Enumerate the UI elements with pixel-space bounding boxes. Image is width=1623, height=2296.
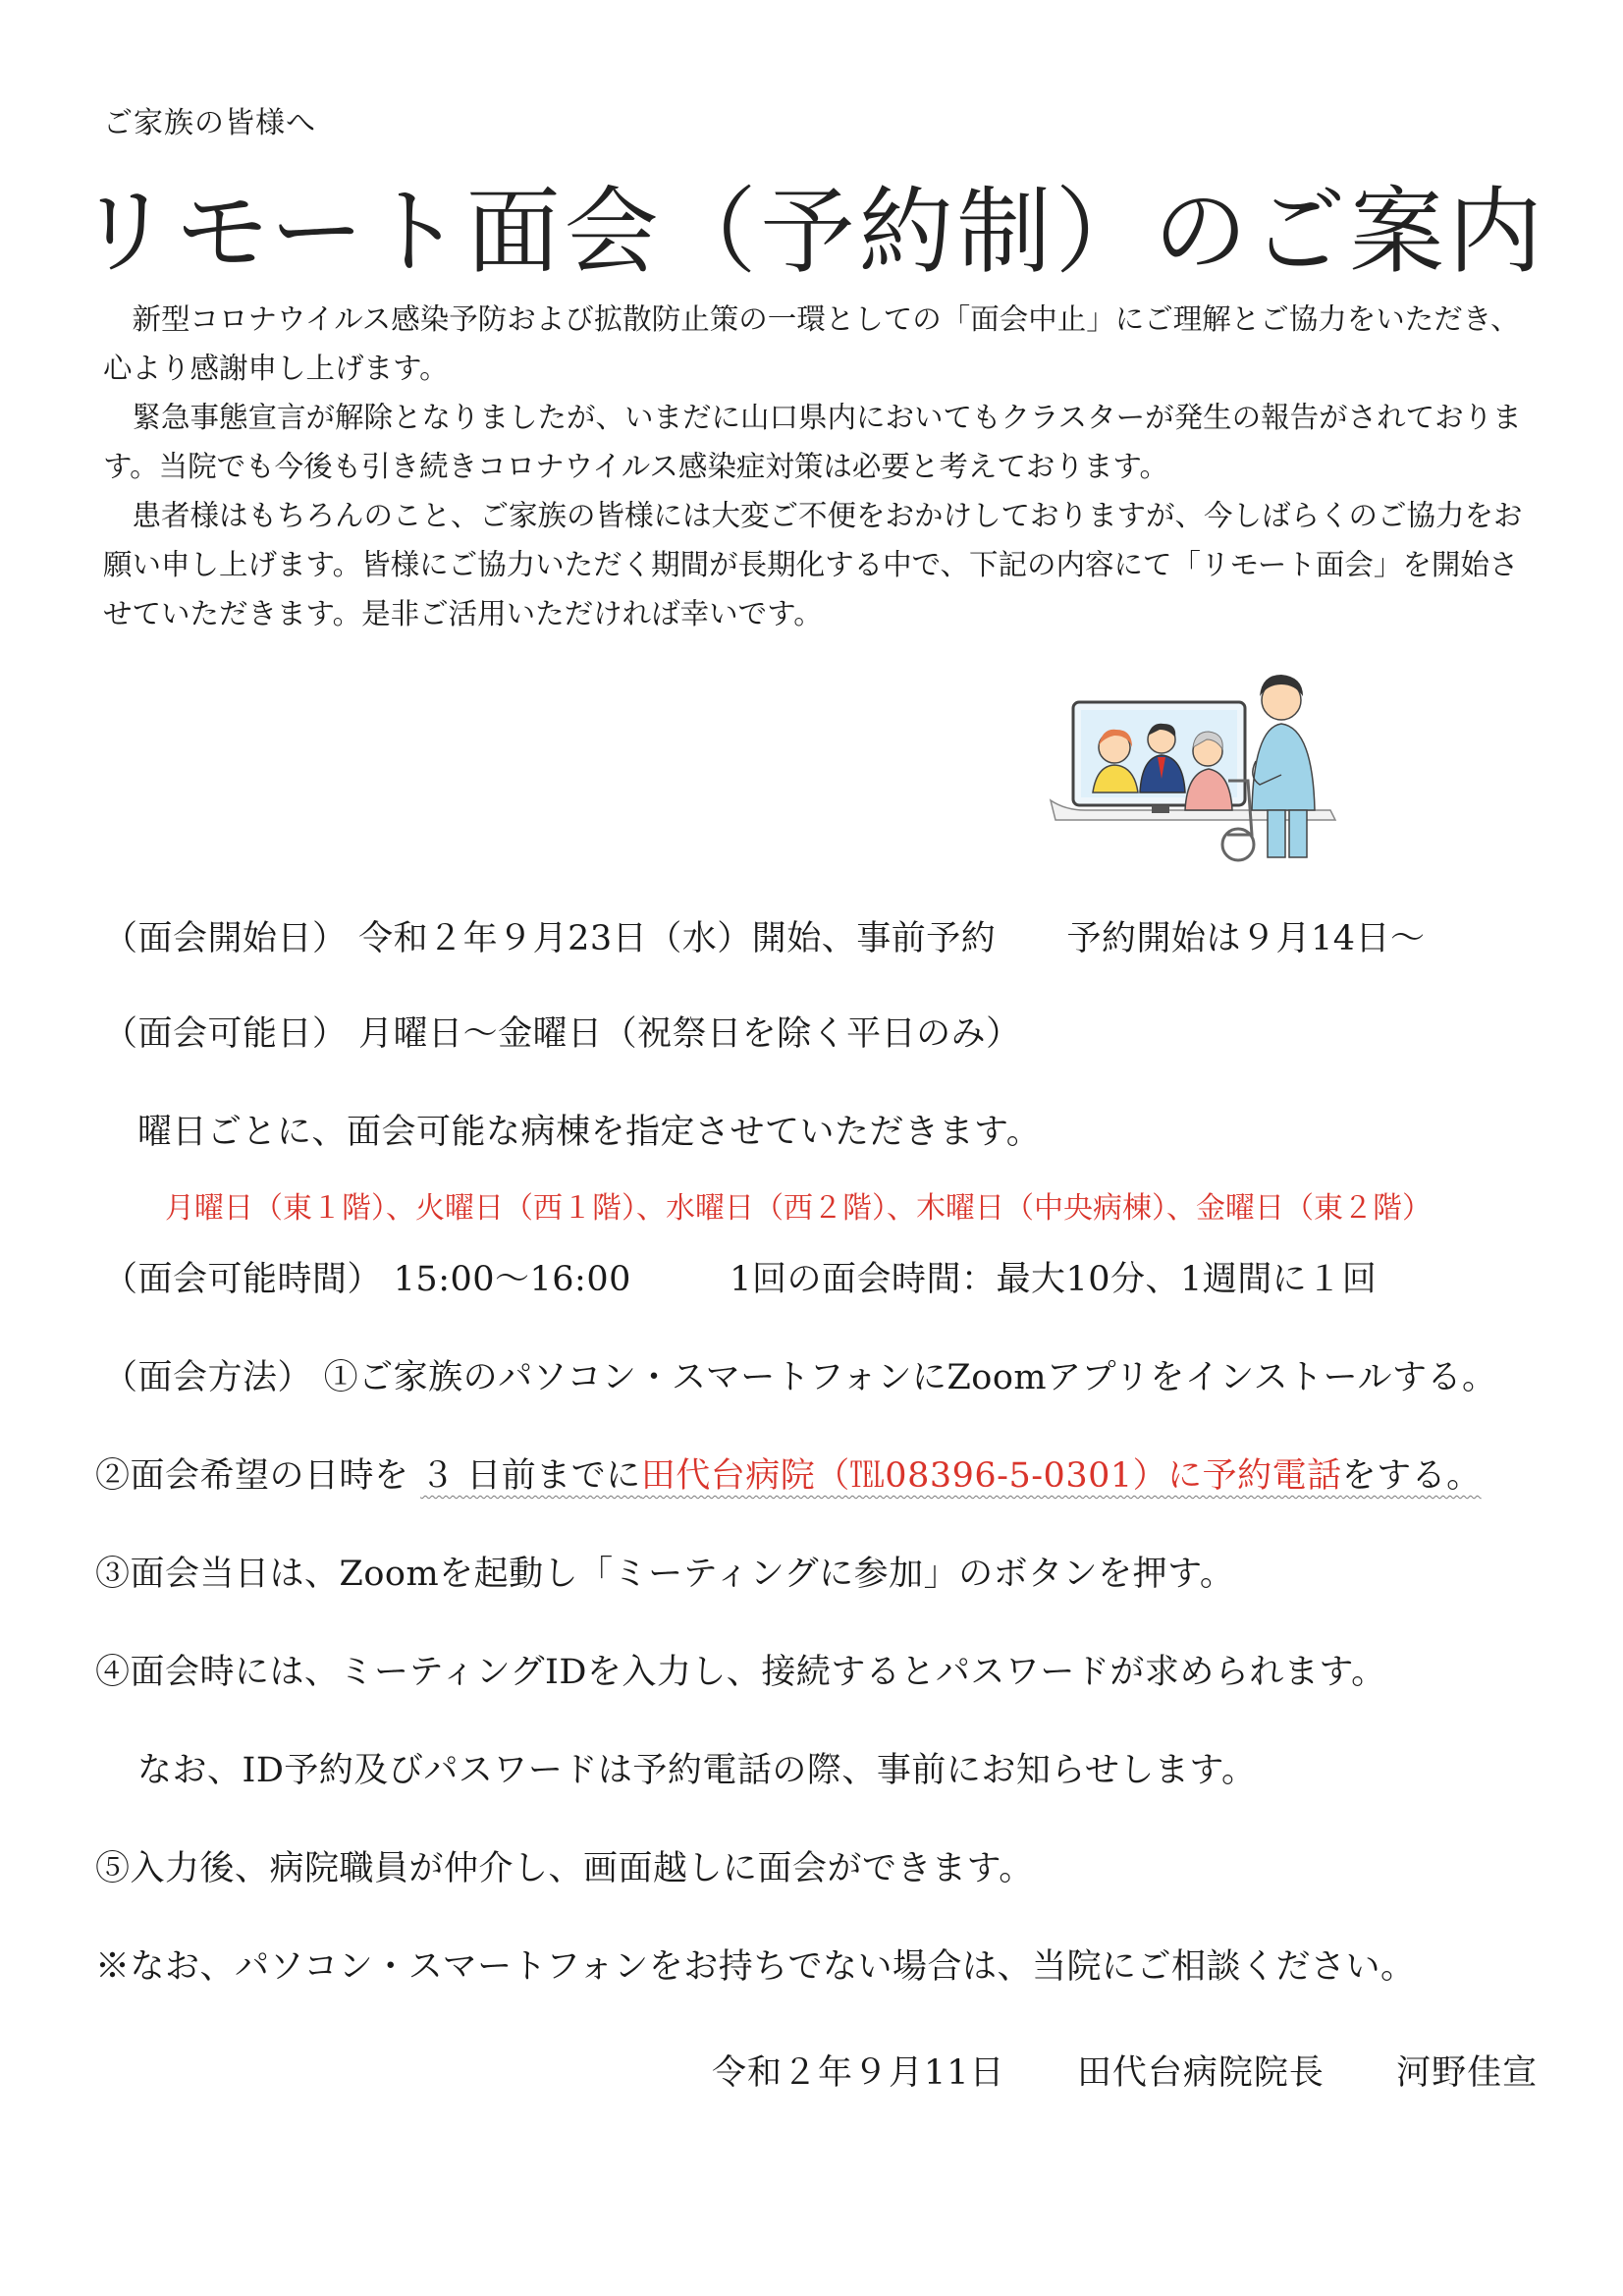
method-step-2-prefix: ②面会希望の日時を <box>95 1456 409 1496</box>
intro-paragraph-3: 患者様はもちろんのこと、ご家族の皆様には大変ご不便をおかけしておりますが、今しばらくのご協力をお願い申し上げます。皆様にご協力いただく期間が長期化する中で、下記の内容にて「リモート面会」を開始させていただきます。是非ご活用いただければ幸いです。 <box>103 499 1523 630</box>
start-date-value: 令和２年９月23日（水）開始、事前予約 <box>358 919 997 958</box>
ward-schedule: 月曜日（東１階）、火曜日（西１階）、水曜日（西２階）、木曜日（中央病棟）、金曜日（東２階） <box>165 1191 1432 1226</box>
visit-time-value: 15:00～16:00 <box>393 1260 631 1299</box>
method-step-2 <box>95 1449 1482 1498</box>
method-step-1-line <box>103 1350 1496 1399</box>
visit-time-label: （面会可能時間） <box>103 1260 383 1299</box>
intro-text <box>103 295 1527 638</box>
method-step-2-suffix: をする。 <box>1341 1456 1482 1496</box>
intro-paragraph-1: 新型コロナウイルス感染予防および拡散防止策の一環としての「面会中止」にご理解とご協力をいただき、心より感謝申し上げます。 <box>103 302 1520 385</box>
page-title: リモート面会（予約制）のご案内 <box>77 177 1546 287</box>
available-days-label: （面会可能日） <box>103 1014 348 1054</box>
hospital-phone: 田代台病院（℡08396-5-0301）に予約電話 <box>640 1456 1342 1496</box>
intro-paragraph-2: 緊急事態宣言が解除となりましたが、いまだに山口県内においてもクラスターが発生の報告がされております。当院でも今後も引き続きコロナウイルス感染症対策は必要と考えております。 <box>103 401 1522 483</box>
visit-time-line <box>103 1252 1377 1301</box>
available-days-value: 月曜日～金曜日（祝祭日を除く平日のみ） <box>358 1014 1021 1054</box>
method-step-3: ③面会当日は、Zoomを起動し「ミーティングに参加」のボタンを押す。 <box>95 1555 1235 1594</box>
signature-org: 田代台病院院長 <box>1076 2053 1325 2093</box>
reservation-start: 予約開始は９月14日～ <box>1066 919 1426 958</box>
signature-name: 河野佳宣 <box>1396 2053 1539 2093</box>
method-step-2-highlight <box>420 1456 1482 1496</box>
no-device-note: ※なお、パソコン・スマートフォンをお持ちでない場合は、当院にご相談ください。 <box>95 1947 1416 1987</box>
method-step-4: ④面会時には、ミーティングIDを入力し、接続するとパスワードが求められます。 <box>95 1653 1386 1692</box>
signature <box>712 2046 1538 2095</box>
ward-note: 曜日ごとに、面会可能な病棟を指定させていただきます。 <box>137 1113 1042 1152</box>
start-date-line <box>103 911 1426 960</box>
available-days-line <box>103 1007 1021 1056</box>
visit-duration: 1回の面会時間：最大10分、1週間に１回 <box>730 1260 1378 1299</box>
method-step-1: ①ご家族のパソコン・スマートフォンにZoomアプリをインストールする。 <box>323 1358 1497 1397</box>
start-date-label: （面会開始日） <box>103 919 348 958</box>
signature-date: 令和２年９月11日 <box>712 2053 1005 2093</box>
addressee: ご家族の皆様へ <box>103 106 316 140</box>
method-step-5: ⑤入力後、病院職員が仲介し、画面越しに面会ができます。 <box>95 1849 1034 1888</box>
method-step-2-deadline: ３ 日前までに <box>420 1456 641 1496</box>
method-label: （面会方法） <box>103 1358 313 1397</box>
remote-visit-illustration <box>1046 663 1345 864</box>
method-step-4-note: なお、ID予約及びパスワードは予約電話の際、事前にお知らせします。 <box>137 1751 1257 1790</box>
